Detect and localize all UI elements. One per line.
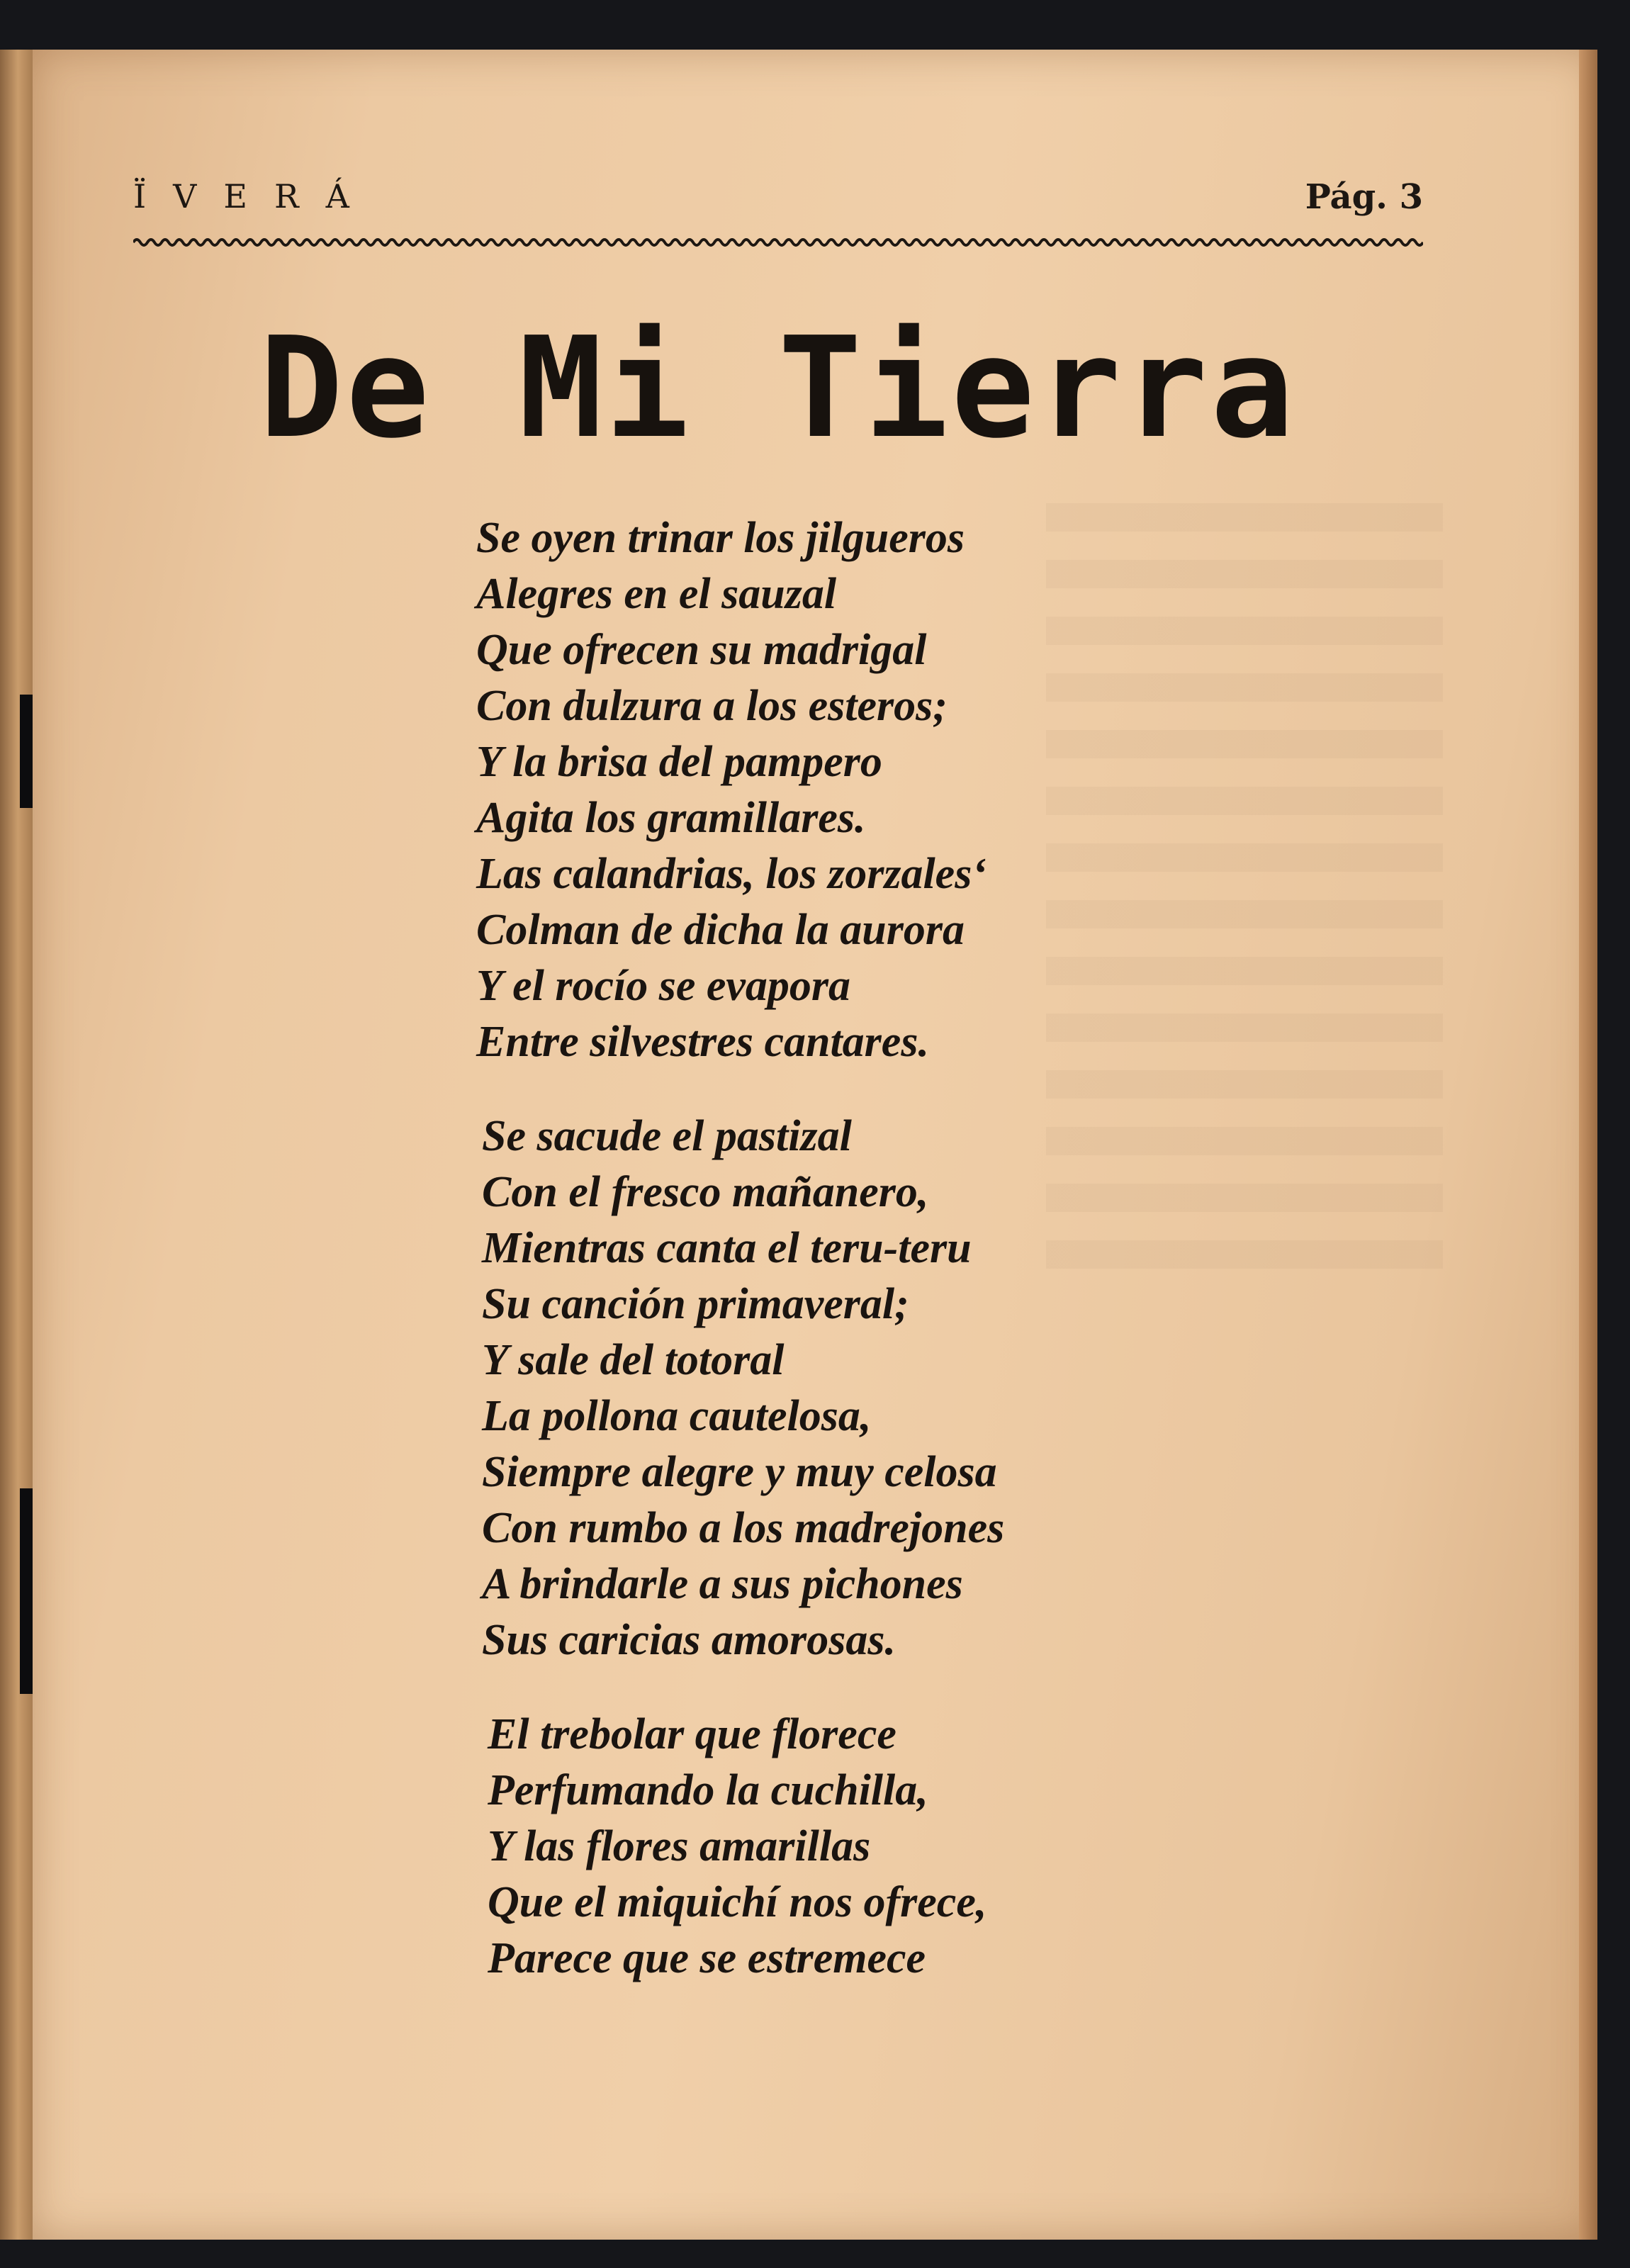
poem-line: Con el fresco mañanero, [482,1168,929,1216]
poem-line: Que ofrecen su madrigal [476,626,927,674]
poem-line: Y la brisa del pampero [476,738,882,786]
poem-line: Y el rocío se evapora [476,962,850,1010]
poem-line: Perfumando la cuchilla, [488,1766,928,1814]
wavy-rule [133,234,1423,251]
poem-line: Agita los gramillares. [476,794,866,842]
poem-line: Alegres en el sauzal [476,570,837,618]
book-spine [0,50,34,2240]
poem-line: Sus caricias amorosas. [482,1616,896,1664]
binding-notch [20,1488,33,1694]
magazine-name: ÏVERÁ [133,177,376,215]
poem [476,510,1256,2025]
poem-line: Se sacude el pastizal [482,1112,852,1160]
stanza [476,1707,1256,1987]
poem-title: De Mi Tierra [259,308,1298,469]
poem-line: Que el miquichí nos ofrece, [488,1878,987,1926]
poem-line: Entre silvestres cantares. [476,1018,929,1066]
poem-line: El trebolar que florece [488,1710,896,1758]
page-number: Pág. 3 [1305,177,1423,217]
binding-notch [20,695,33,808]
page-edge [1579,50,1597,2240]
poem-line: Se oyen trinar los jilgueros [476,514,965,562]
poem-line: Su canción primaveral; [482,1280,909,1328]
poem-line: Parece que se estremece [488,1934,926,1982]
poem-line: Con dulzura a los esteros; [476,682,948,730]
poem-line: Y sale del totoral [482,1336,785,1384]
poem-line: Mientras canta el teru-teru [482,1224,972,1272]
stanza [476,510,1256,1070]
poem-line: Siempre alegre y muy celosa [482,1448,997,1496]
poem-line: Colman de dicha la aurora [476,906,965,954]
poem-line: Con rumbo a los madrejones [482,1504,1005,1552]
stanza [476,1108,1256,1668]
poem-line: La pollona cautelosa, [482,1392,872,1440]
poem-line: Y las flores amarillas [488,1822,871,1870]
poem-line: Las calandrias, los zorzales‘ [476,850,987,898]
poem-line: A brindarle a sus pichones [482,1560,963,1608]
